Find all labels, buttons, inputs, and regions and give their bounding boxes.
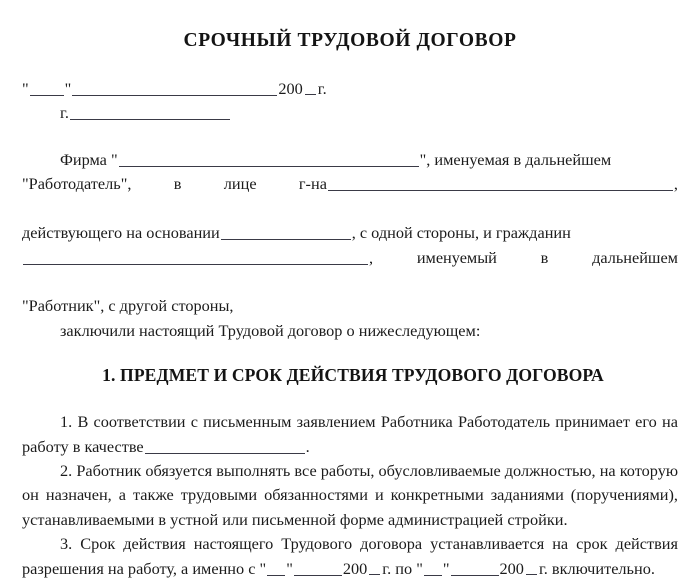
preamble-employer-label: "Работодатель", в лице г-на: [22, 174, 327, 194]
date-quote-open: ": [22, 79, 29, 98]
preamble-line-5: [22, 294, 678, 318]
preamble-basis-tail: , с одной стороны, и гражданин: [351, 223, 571, 243]
section-1-heading: 1. ПРЕДМЕТ И СРОК ДЕЙСТВИЯ ТРУДОВОГО ДОГОВОРА: [102, 365, 604, 386]
clause-3-quote-close: ": [286, 558, 293, 578]
city-label: г.: [60, 103, 69, 122]
date-month-blank[interactable]: [72, 80, 277, 96]
date-day-blank[interactable]: [30, 80, 64, 96]
clause-2-number: 2.: [60, 461, 73, 481]
clause-3-quote2-open: ": [416, 558, 423, 578]
preamble-line-6: [22, 319, 678, 343]
city-name-blank[interactable]: [70, 104, 230, 120]
preamble-employee-label: "Работник", с другой стороны,: [22, 296, 234, 316]
date-year-prefix: 200: [278, 79, 303, 98]
date-quote-close: ": [64, 79, 72, 98]
preamble-line-2: [22, 172, 678, 221]
clause-3-year2-suffix: г. включительно.: [538, 558, 655, 578]
preamble-line-1: [22, 148, 678, 172]
clause-1-text: В соответствии с письменным заявлением Работника Работодатель принимает его на работу в качестве: [22, 412, 678, 456]
preamble-firm-label: Фирма ": [60, 150, 118, 169]
clause-3-quote-open: ": [259, 558, 267, 578]
clause-3-quote2-close: ": [442, 558, 450, 578]
clause-2: [22, 459, 678, 532]
date-year-suffix: г.: [317, 79, 327, 98]
date-year-digit-blank[interactable]: [305, 82, 316, 95]
clause-3-year1-suffix: г. по: [382, 558, 413, 578]
clause-3-text: Срок действия настоящего Трудового договора устанавливается на срок действия разрешения на работу, а именно с: [22, 534, 678, 578]
start-month-blank[interactable]: [294, 559, 342, 575]
clause-3-year2: 200: [499, 558, 524, 578]
citizen-name-blank[interactable]: [23, 248, 368, 264]
preamble-citizen-tail: , именуемый в дальнейшем: [369, 247, 678, 267]
clause-3: [22, 532, 678, 581]
clause-1-text-tail: .: [305, 436, 310, 456]
clause-2-text: Работник обязуется выполнять все работы, обусловливаемые должностью, на которую он назначен, а также трудовыми обязанностями и конкретными заданиями (поручениями), устанавливаемыми в устной или письменной форме администрацией стройки.: [22, 461, 678, 529]
preamble-firm-tail: ", именуемая в дальнейшем: [419, 150, 612, 169]
preamble-conclusion: заключили настоящий Трудовой договор о нижеследующем:: [60, 320, 481, 340]
section-1-body: [22, 410, 678, 581]
employer-representative-blank[interactable]: [328, 175, 673, 191]
start-day-blank[interactable]: [267, 559, 285, 575]
preamble-basis-label: действующего на основании: [22, 223, 220, 243]
clause-1-number: 1.: [60, 412, 73, 432]
end-day-blank[interactable]: [424, 559, 442, 575]
firm-name-blank[interactable]: [119, 151, 419, 167]
clause-3-number: 3.: [60, 534, 73, 554]
end-month-blank[interactable]: [451, 559, 499, 575]
clause-3-year1: 200: [342, 558, 368, 578]
city-line: [60, 102, 700, 124]
position-blank[interactable]: [145, 437, 305, 453]
preamble-line-3: [22, 221, 678, 245]
acting-basis-blank[interactable]: [221, 224, 351, 240]
page-title: СРОЧНЫЙ ТРУДОВОЙ ДОГОВОР: [183, 30, 517, 51]
clause-1: [22, 410, 678, 459]
preamble-employer-tail: ,: [673, 174, 678, 194]
end-year-digit-blank[interactable]: [526, 562, 537, 575]
preamble-line-4: [22, 246, 678, 295]
preamble-block: [22, 148, 678, 343]
date-line: [22, 78, 700, 100]
start-year-digit-blank[interactable]: [369, 562, 380, 575]
